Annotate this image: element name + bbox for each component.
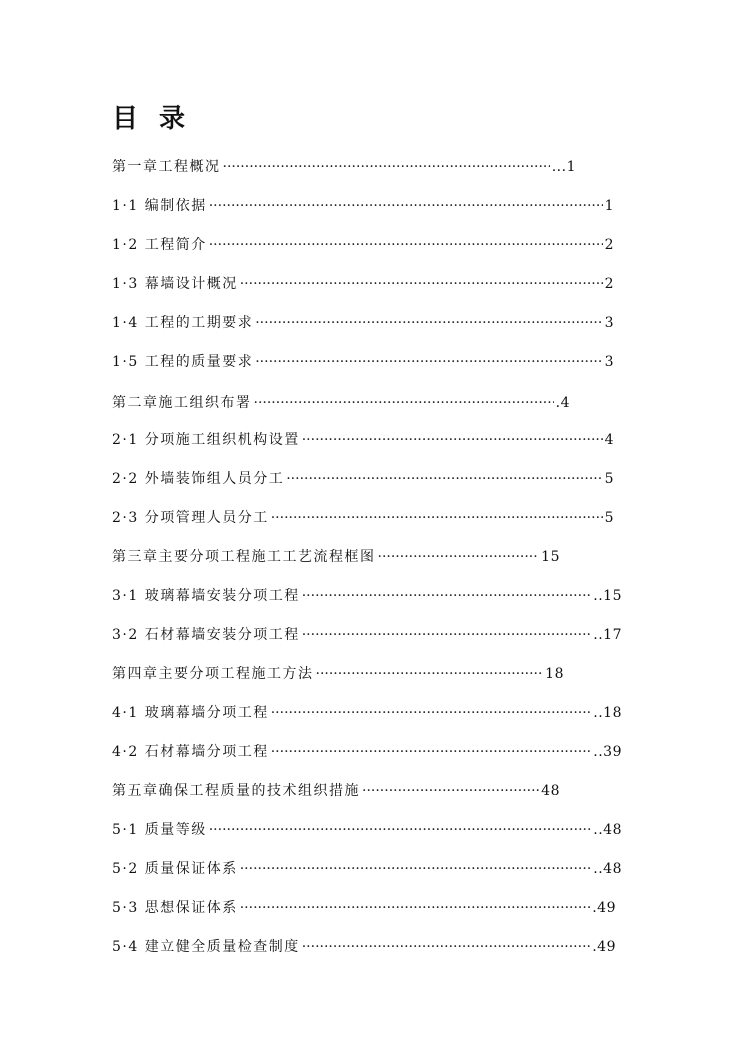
dot-leader [209, 234, 603, 256]
dot-leader [302, 585, 592, 607]
toc-entry-label: 第二章施工组织布署 [112, 395, 252, 411]
toc-entry-page: 18 [545, 666, 564, 682]
toc-entry-label: 1·5 工程的质量要求 [112, 354, 254, 370]
toc-entry-page: 2 [604, 276, 614, 292]
toc-entry-label: 第四章主要分项工程施工方法 [112, 666, 314, 682]
toc-entry-1-3[interactable] [112, 273, 614, 295]
toc-entry-label: 2·3 分项管理人员分工 [112, 510, 269, 526]
toc-entry-page: ..48 [593, 822, 622, 838]
toc-entry-label: 5·3 思想保证体系 [112, 900, 238, 916]
toc-entry-5-2[interactable] [112, 858, 622, 880]
toc-entry-page: 48 [541, 783, 560, 799]
toc-entry-2-1[interactable] [112, 429, 614, 451]
dot-leader [362, 780, 539, 802]
toc-entry-page: 1 [604, 198, 614, 214]
toc-entry-ch2[interactable] [112, 392, 570, 414]
dot-leader [271, 702, 592, 724]
toc-entry-page: 3 [604, 354, 614, 370]
toc-entry-1-2[interactable] [112, 234, 614, 256]
toc-entry-page: .4 [555, 395, 570, 411]
toc-entry-label: 2·2 外墙装饰组人员分工 [112, 471, 285, 487]
toc-title: 目 录 [112, 104, 192, 134]
toc-entry-page: ...1 [551, 159, 576, 175]
toc-entry-ch3[interactable] [112, 546, 560, 568]
toc-entry-page: .49 [592, 939, 616, 955]
toc-entry-label: 4·2 石材幕墙分项工程 [112, 744, 269, 760]
toc-entry-page: 15 [541, 549, 560, 565]
toc-entry-4-2[interactable] [112, 741, 622, 763]
toc-entry-label: 1·4 工程的工期要求 [112, 315, 254, 331]
dot-leader [302, 936, 591, 958]
toc-entry-label: 第一章工程概况 [112, 159, 221, 175]
dot-leader [255, 351, 602, 373]
toc-entry-label: 2·1 分项施工组织机构设置 [112, 432, 300, 448]
dot-leader [271, 741, 592, 763]
toc-entry-1-4[interactable] [112, 312, 614, 334]
toc-entry-label: 1·2 工程简介 [112, 237, 207, 253]
toc-entry-page: ..17 [593, 627, 622, 643]
toc-entry-page: ..39 [593, 744, 622, 760]
toc-entry-5-4[interactable] [112, 936, 616, 958]
toc-entry-label: 1·3 幕墙设计概况 [112, 276, 238, 292]
toc-entry-ch4[interactable] [112, 663, 564, 685]
dot-leader [223, 156, 550, 178]
toc-entry-label: 5·4 建立健全质量检查制度 [112, 939, 300, 955]
toc-entry-1-1[interactable] [112, 195, 614, 217]
dot-leader [254, 392, 554, 414]
dot-leader [209, 819, 592, 841]
toc-entry-page: 5 [604, 510, 614, 526]
toc-entry-label: 第五章确保工程质量的技术组织措施 [112, 783, 360, 799]
toc-entry-page: ..15 [593, 588, 622, 604]
dot-leader [240, 897, 591, 919]
toc-entry-label: 4·1 玻璃幕墙分项工程 [112, 705, 269, 721]
dot-leader [240, 858, 592, 880]
dot-leader [209, 195, 603, 217]
dot-leader [302, 624, 592, 646]
toc-entry-label: 1·1 编制依据 [112, 198, 207, 214]
toc-entry-label: 3·2 石材幕墙安装分项工程 [112, 627, 300, 643]
toc-entry-page: .49 [592, 900, 616, 916]
toc-entry-page: ..48 [593, 861, 622, 877]
toc-entry-label: 5·1 质量等级 [112, 822, 207, 838]
toc-entry-page: 4 [604, 432, 614, 448]
toc-entry-label: 第三章主要分项工程施工工艺流程框图 [112, 549, 376, 565]
dot-leader [302, 429, 603, 451]
dot-leader [255, 312, 602, 334]
toc-entry-1-5[interactable] [112, 351, 614, 373]
toc-entry-5-3[interactable] [112, 897, 616, 919]
dot-leader [240, 273, 603, 295]
toc-entry-page: 5 [604, 471, 614, 487]
dot-leader [271, 507, 603, 529]
toc-entry-2-3[interactable] [112, 507, 614, 529]
toc-entry-ch5[interactable] [112, 780, 560, 802]
toc-entry-page: 3 [604, 315, 614, 331]
toc-entry-page: ..18 [593, 705, 622, 721]
toc-entry-label: 5·2 质量保证体系 [112, 861, 238, 877]
toc-entry-label: 3·1 玻璃幕墙安装分项工程 [112, 588, 300, 604]
dot-leader [316, 663, 544, 685]
toc-entry-3-2[interactable] [112, 624, 622, 646]
toc-entry-3-1[interactable] [112, 585, 622, 607]
toc-entry-4-1[interactable] [112, 702, 622, 724]
toc-entry-ch1[interactable] [112, 156, 576, 178]
toc-entry-5-1[interactable] [112, 819, 622, 841]
dot-leader [378, 546, 540, 568]
toc-entry-2-2[interactable] [112, 468, 614, 490]
dot-leader [286, 468, 602, 490]
toc-entry-page: 2 [604, 237, 614, 253]
